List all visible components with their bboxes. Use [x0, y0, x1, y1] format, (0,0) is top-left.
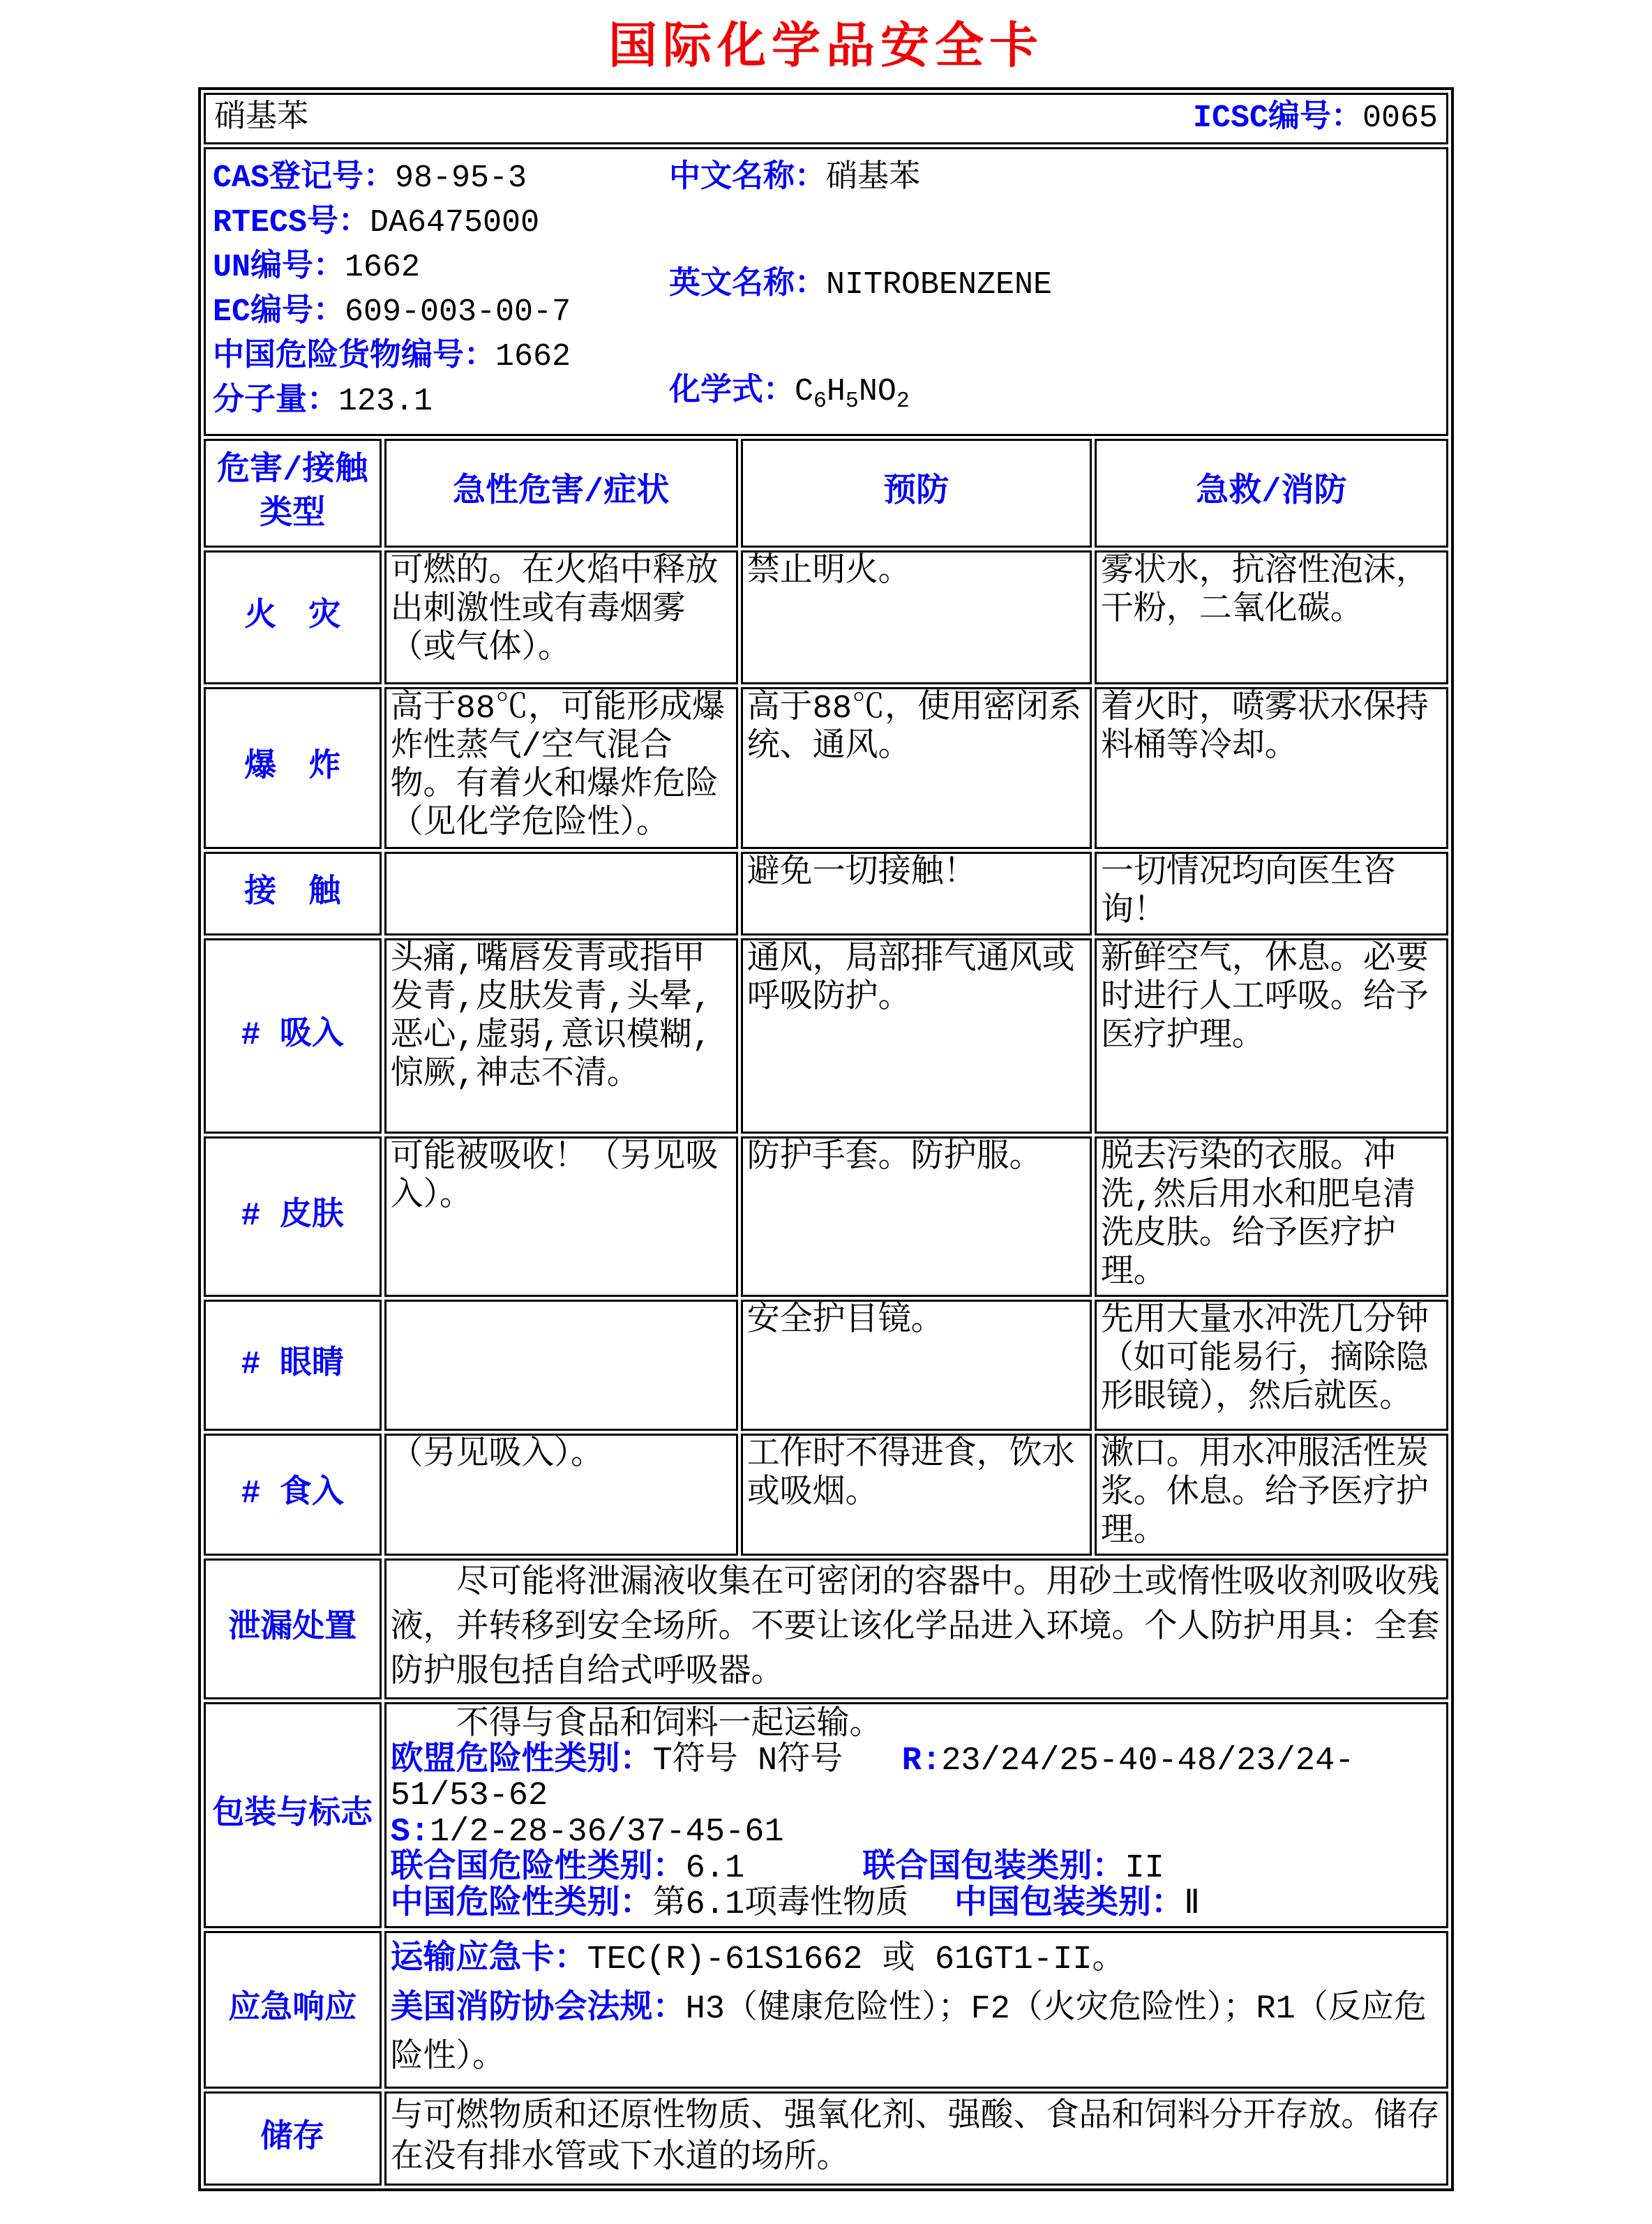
un-label: UN编号： — [213, 250, 345, 285]
chinese-name-line — [669, 156, 1439, 201]
icsc-number-label: ICSC编号： — [1192, 100, 1362, 136]
ec-value: 609-003-00-7 — [345, 294, 571, 330]
identifiers-row — [204, 147, 1448, 436]
skin-prevention-cell: 防护手套。防护服。 — [741, 1136, 1092, 1297]
formula-label: 化学式： — [668, 374, 795, 410]
china-dg-label: 中国危险货物编号： — [213, 339, 496, 375]
nfpa-label: 美国消防协会法规： — [390, 1990, 686, 2028]
ingestion-prevention-cell: 工作时不得进食，饮水或吸烟。 — [741, 1434, 1092, 1556]
s-phrases-label: S: — [390, 1814, 430, 1851]
explosion-firstaid-cell: 着火时，喷雾状水保持料桶等冷却。 — [1095, 687, 1448, 849]
packaging-transport-note: 不得与食品和饲料一起运输。 — [456, 1706, 883, 1744]
explosion-symptoms-cell: 高于88℃，可能形成爆炸性蒸气/空气混合物。有着火和爆炸危险（见化学危险性）。 — [384, 687, 738, 849]
emergency-nfpa-line — [391, 1985, 1442, 2084]
hazard-row-fire — [204, 550, 1448, 684]
chinese-name-label: 中文名称： — [668, 160, 826, 196]
fire-firstaid-cell: 雾状水，抗溶性泡沫，干粉，二氧化碳。 — [1095, 550, 1448, 684]
contact-prevention-cell: 避免一切接触！ — [741, 852, 1092, 936]
molecular-weight-line — [213, 380, 669, 424]
emergency-tec-line — [391, 1936, 1442, 1985]
cas-value: 98-95-3 — [395, 160, 527, 196]
eu-class-value: T符号 N符号 — [652, 1743, 843, 1780]
un-value: 1662 — [345, 250, 421, 285]
packaging-eu-line — [391, 1744, 1442, 1814]
hazard-type-skin: # 皮肤 — [204, 1136, 382, 1297]
eyes-prevention-cell: 安全护目镜。 — [741, 1300, 1092, 1431]
fire-prevention-cell: 禁止明火。 — [741, 550, 1092, 684]
r-phrases-label: R: — [901, 1743, 942, 1780]
un-pack-value: II — [1125, 1849, 1164, 1887]
spill-section-text-cell — [384, 1558, 1448, 1699]
identifiers-right-column — [669, 156, 1439, 424]
identifiers-left-column — [213, 156, 669, 424]
r-phrases-value: 23/24/25-40-48/23/24-51/53-62 — [390, 1743, 1355, 1815]
storage-section-label: 储存 — [204, 2091, 382, 2186]
eu-class-label: 欧盟危险性类别： — [390, 1743, 653, 1780]
fire-symptoms-cell: 可燃的。在火焰中释放出刺激性或有毒烟雾（或气体）。 — [384, 550, 738, 684]
icsc-number-value: 0065 — [1362, 100, 1438, 136]
explosion-prevention-cell: 高于88℃，使用密闭系统、通风。 — [741, 687, 1092, 849]
china-dg-number-line — [213, 335, 669, 380]
tec-value: TEC(R)-61S1662 或 61GT1-II。 — [587, 1941, 1125, 1979]
hazard-row-ingestion — [204, 1434, 1448, 1556]
ec-label: EC编号： — [213, 294, 345, 330]
molecular-weight-value: 123.1 — [338, 384, 433, 419]
ingestion-firstaid-cell: 漱口。用水冲服活性炭浆。休息。给予医疗护理。 — [1095, 1434, 1448, 1556]
skin-symptoms-cell: 可能被吸收！（另见吸入）。 — [384, 1136, 738, 1297]
cas-number-line — [213, 156, 669, 201]
hazard-type-fire: 火 灾 — [204, 550, 382, 684]
cas-label: CAS登记号： — [213, 160, 396, 196]
un-class-value: 6.1 — [685, 1849, 745, 1887]
s-phrases-value: 1/2-28-36/37-45-61 — [429, 1814, 784, 1851]
spill-section — [204, 1558, 1448, 1699]
formula-line — [669, 370, 1439, 424]
eyes-symptoms-cell — [384, 1300, 738, 1431]
page — [0, 18, 1652, 2191]
un-number-line — [213, 246, 669, 290]
molecular-weight-label: 分子量： — [213, 384, 339, 419]
spill-section-label: 泄漏处置 — [204, 1558, 382, 1699]
packaging-section-text-cell — [384, 1702, 1448, 1929]
packaging-section-label: 包装与标志 — [204, 1702, 382, 1929]
chinese-name-value: 硝基苯 — [825, 160, 920, 196]
hazard-row-skin — [204, 1136, 1448, 1297]
column-header-prevention: 预防 — [741, 439, 1092, 548]
un-class-label: 联合国危险性类别： — [390, 1849, 686, 1887]
chemical-formula: $C_6H_5NO_2$ — [794, 374, 910, 414]
cn-class-label: 中国危险性类别： — [390, 1886, 653, 1923]
rtecs-number-line — [213, 201, 669, 246]
hazard-type-ingestion: # 食入 — [204, 1434, 382, 1556]
column-header-type: 危害/接触 类型 — [204, 439, 382, 548]
inhalation-symptoms-cell: 头痛,嘴唇发青或指甲发青,皮肤发青,头晕,恶心,虚弱,意识模糊,惊厥,神志不清。 — [384, 938, 738, 1134]
english-name-line — [669, 263, 1439, 308]
emergency-section — [204, 1931, 1448, 2089]
inhalation-prevention-cell: 通风，局部排气通风或呼吸防护。 — [741, 938, 1092, 1134]
packaging-s-line — [391, 1815, 1442, 1850]
contact-firstaid-cell: 一切情况均向医生咨询！ — [1095, 852, 1448, 936]
skin-firstaid-cell: 脱去污染的衣服。冲洗,然后用水和肥皂清洗皮肤。给予医疗护理。 — [1095, 1136, 1448, 1297]
packaging-cn-line — [391, 1888, 1442, 1923]
eyes-firstaid-cell: 先用大量水冲洗几分钟（如可能易行，摘除隐形眼镜），然后就医。 — [1095, 1300, 1448, 1431]
column-header-firstaid: 急救/消防 — [1095, 439, 1448, 548]
hazard-header-row — [204, 439, 1448, 548]
emergency-section-label: 应急响应 — [204, 1931, 382, 2089]
un-pack-label: 联合国包装类别： — [862, 1849, 1125, 1887]
storage-section-text-cell — [384, 2091, 1448, 2186]
hazard-type-eyes: # 眼睛 — [204, 1300, 382, 1431]
spill-text: 尽可能将泄漏液收集在可密闭的容器中。用砂土或惰性吸收剂吸收残液，并转移到安全场所。不要让该化学品进入环境。个人防护用具：全套防护服包括自给式呼吸器。 — [390, 1565, 1440, 1692]
hazard-row-inhalation — [204, 938, 1448, 1134]
english-name-value: NITROBENZENE — [825, 267, 1053, 303]
inhalation-firstaid-cell: 新鲜空气，休息。必要时进行人工呼吸。给予医疗护理。 — [1095, 938, 1448, 1134]
substance-name: 硝基苯 — [214, 100, 309, 136]
china-dg-value: 1662 — [495, 339, 571, 375]
english-name-label: 英文名称： — [668, 267, 826, 303]
rtecs-value: DA6475000 — [370, 205, 540, 241]
hazard-type-contact: 接 触 — [204, 852, 382, 936]
cn-class-value: 第6.1项毒性物质 — [652, 1886, 909, 1923]
name-row — [204, 93, 1448, 144]
hazard-row-eyes — [204, 1300, 1448, 1431]
hazard-type-explosion: 爆 炸 — [204, 687, 382, 849]
packaging-section — [204, 1702, 1448, 1929]
storage-text: 与可燃物质和还原性物质、强氧化剂、强酸、食品和饲料分开存放。储存在没有排水管或下水道的场所。 — [390, 2098, 1440, 2177]
hazard-type-inhalation: # 吸入 — [204, 938, 382, 1134]
name-cell — [204, 93, 1448, 144]
rtecs-label: RTECS号： — [213, 205, 370, 241]
emergency-section-text-cell — [384, 1931, 1448, 2089]
ingestion-symptoms-cell: （另见吸入）。 — [384, 1434, 738, 1556]
column-header-symptoms: 急性危害/症状 — [384, 439, 738, 548]
identifiers-cell — [204, 147, 1448, 436]
storage-section — [204, 2091, 1448, 2186]
tec-label: 运输应急卡： — [390, 1941, 587, 1979]
ec-number-line — [213, 290, 669, 335]
icsc-card-table — [198, 87, 1454, 2191]
packaging-un-line — [391, 1851, 1442, 1886]
hazard-row-explosion — [204, 687, 1448, 849]
hazard-row-contact — [204, 852, 1448, 936]
icsc-number — [1193, 100, 1438, 137]
cn-pack-value: Ⅱ — [1183, 1886, 1201, 1923]
contact-symptoms-cell — [384, 852, 738, 936]
nfpa-value: H3（健康危险性）；F2（火灾危险性）；R1（反应危险性）。 — [390, 1990, 1427, 2078]
cn-pack-label: 中国包装类别： — [954, 1886, 1184, 1923]
page-title: 国际化学品安全卡 — [608, 16, 1044, 74]
